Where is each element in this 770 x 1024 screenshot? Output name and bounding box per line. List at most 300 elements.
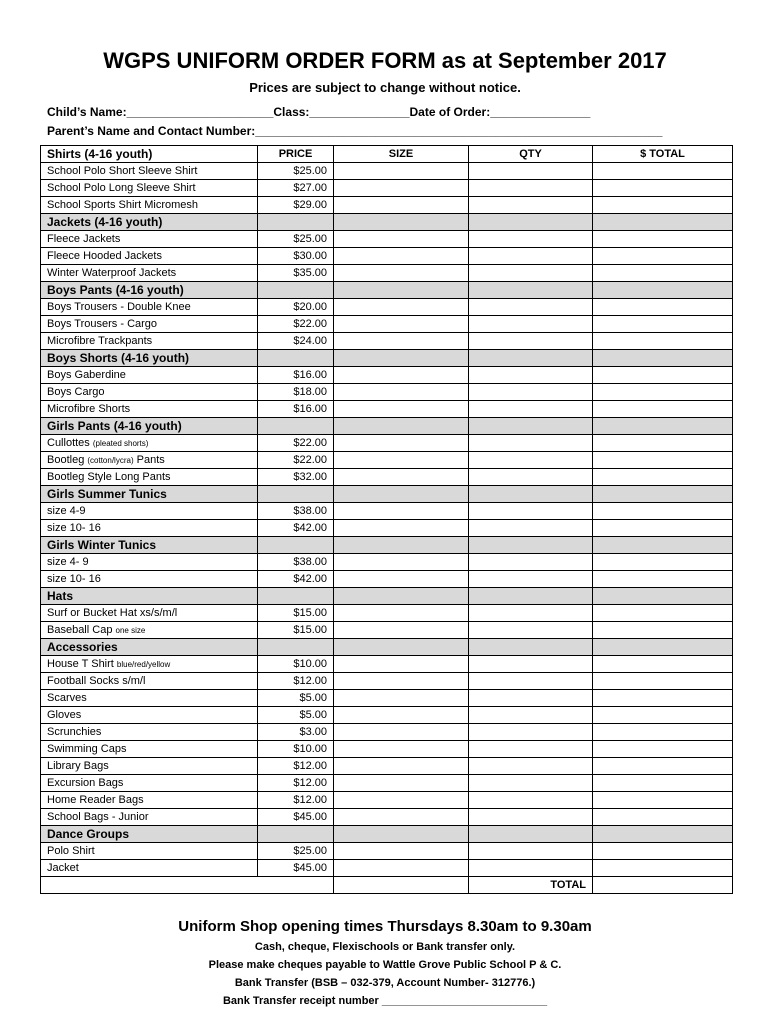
item-name: Baseball Cap [47,623,113,636]
qty-cell[interactable] [469,707,593,724]
section-title: Girls Winter Tunics [41,537,258,554]
section-header-cell [469,486,593,503]
item-name: size 4- 9 [47,555,89,568]
item-price: $42.00 [258,571,334,588]
item-name-cell [41,367,258,384]
size-cell[interactable] [334,197,469,214]
item-price: $15.00 [258,622,334,639]
size-cell[interactable] [334,554,469,571]
table-row [41,452,733,469]
size-cell[interactable] [334,367,469,384]
table-row [41,707,733,724]
section-header-row [41,418,733,435]
form-subtitle: Prices are subject to change without notice. [249,80,521,95]
form-title: WGPS UNIFORM ORDER FORM as at September 2017 [103,48,667,73]
item-name-cell [41,571,258,588]
item-name: Excursion Bags [47,776,124,789]
size-cell[interactable] [334,163,469,180]
item-name-cell [41,469,258,486]
table-row [41,605,733,622]
qty-cell[interactable] [469,401,593,418]
section-header-row [41,486,733,503]
section-header-cell [258,826,334,843]
section-header-cell [334,282,469,299]
item-name-cell [41,265,258,282]
item-name-cell [41,163,258,180]
item-price: $29.00 [258,197,334,214]
item-name-cell [41,860,258,877]
item-price: $25.00 [258,843,334,860]
qty-cell[interactable] [469,724,593,741]
size-cell[interactable] [334,333,469,350]
item-name: Microfibre Trackpants [47,334,153,347]
size-cell[interactable] [334,605,469,622]
item-name-cell [41,333,258,350]
item-price: $16.00 [258,367,334,384]
size-cell[interactable] [334,809,469,826]
item-price: $22.00 [258,316,334,333]
item-name-cell [41,435,258,452]
total-label: TOTAL [469,877,593,894]
item-name-cell [41,741,258,758]
table-row [41,690,733,707]
section-header-cell [593,486,733,503]
section-header-cell [593,537,733,554]
line-total-cell[interactable] [593,503,733,520]
table-row [41,299,733,316]
item-price: $5.00 [258,707,334,724]
line-total-cell[interactable] [593,435,733,452]
child-details-line[interactable]: Child’s Name:______________________Class:_______________Date of Order:_______________ [47,105,591,119]
item-price: $24.00 [258,333,334,350]
section-title: Girls Pants (4-16 youth) [41,418,258,435]
payment-methods-text: Cash, cheque, Flexischools or Bank transfer only. [254,941,516,953]
qty-cell[interactable] [469,860,593,877]
section-title: Jackets (4-16 youth) [41,214,258,231]
line-total-cell[interactable] [593,758,733,775]
column-header-item: Shirts (4-16 youth) [41,146,258,163]
qty-cell[interactable] [469,452,593,469]
item-name: Jacket [47,861,79,874]
item-name: House T Shirt [47,657,114,670]
item-name-cell [41,707,258,724]
size-cell[interactable] [334,401,469,418]
item-name: Swimming Caps [47,742,127,755]
table-row [41,316,733,333]
item-name: School Sports Shirt Micromesh [47,198,198,211]
table-row [41,571,733,588]
qty-cell[interactable] [469,180,593,197]
item-name-cell [41,843,258,860]
qty-cell[interactable] [469,809,593,826]
section-header-cell [258,282,334,299]
section-title: Hats [41,588,258,605]
item-price: $25.00 [258,163,334,180]
table-row [41,401,733,418]
size-cell[interactable] [334,503,469,520]
item-name-cell [41,401,258,418]
item-name: School Polo Long Sleeve Shirt [47,181,196,194]
item-price: $10.00 [258,741,334,758]
section-title: Boys Pants (4-16 youth) [41,282,258,299]
item-price: $45.00 [258,860,334,877]
qty-cell[interactable] [469,605,593,622]
line-total-cell[interactable] [593,860,733,877]
item-name: Scarves [47,691,87,704]
item-name: size 10- 16 [47,572,101,585]
line-total-cell[interactable] [593,333,733,350]
size-cell[interactable] [334,860,469,877]
qty-cell[interactable] [469,503,593,520]
table-row [41,843,733,860]
line-total-cell[interactable] [593,367,733,384]
line-total-cell[interactable] [593,690,733,707]
item-price: $16.00 [258,401,334,418]
size-cell[interactable] [334,316,469,333]
table-row [41,231,733,248]
item-name: School Polo Short Sleeve Shirt [47,164,198,177]
table-row [41,469,733,486]
item-price: $10.00 [258,656,334,673]
item-price: $38.00 [258,554,334,571]
line-total-cell[interactable] [593,248,733,265]
section-header-cell [258,214,334,231]
size-cell[interactable] [334,656,469,673]
item-name: Gloves [47,708,82,721]
item-name-cell [41,554,258,571]
item-price: $22.00 [258,452,334,469]
size-cell[interactable] [334,520,469,537]
table-row [41,775,733,792]
item-name-cell [41,180,258,197]
line-total-cell[interactable] [593,180,733,197]
total-row [41,877,733,894]
section-header-cell [258,350,334,367]
shop-hours-heading: Uniform Shop opening times Thursdays 8.30am to 9.30am [178,918,592,935]
table-row [41,622,733,639]
column-header-qty: QTY [469,146,593,163]
size-cell[interactable] [334,673,469,690]
section-title: Boys Shorts (4-16 youth) [41,350,258,367]
item-name-cell [41,758,258,775]
table-row [41,384,733,401]
item-price: $20.00 [258,299,334,316]
item-name: Bootleg Style Long Pants [47,470,171,483]
item-name: size 4-9 [47,504,86,517]
line-total-cell[interactable] [593,265,733,282]
section-header-cell [258,418,334,435]
item-name: Microfibre Shorts [47,402,131,415]
column-header-size: SIZE [334,146,469,163]
size-cell[interactable] [334,571,469,588]
section-header-row [41,214,733,231]
item-price: $38.00 [258,503,334,520]
qty-cell[interactable] [469,163,593,180]
item-name-cell [41,622,258,639]
section-header-cell [334,826,469,843]
table-row [41,503,733,520]
section-header-cell [593,639,733,656]
parent-contact-line[interactable]: Parent’s Name and Contact Number:_____________________________________________________________ [47,124,663,138]
qty-cell[interactable] [469,469,593,486]
item-name: Bootleg [47,453,85,466]
item-price: $45.00 [258,809,334,826]
item-price: $27.00 [258,180,334,197]
item-name-cell [41,673,258,690]
item-name: Boys Gaberdine [47,368,126,381]
section-header-cell [258,639,334,656]
qty-cell[interactable] [469,673,593,690]
table-row [41,724,733,741]
qty-cell[interactable] [469,792,593,809]
line-total-cell[interactable] [593,469,733,486]
section-header-row [41,350,733,367]
item-name: Home Reader Bags [47,793,144,806]
item-name-cell [41,503,258,520]
table-row [41,520,733,537]
table-row [41,656,733,673]
receipt-number-line[interactable]: Bank Transfer receipt number ___________________________ [222,995,548,1007]
section-header-cell [258,486,334,503]
section-header-cell [593,350,733,367]
grand-total-cell[interactable] [593,877,733,894]
size-cell[interactable] [334,231,469,248]
line-total-cell[interactable] [593,775,733,792]
qty-cell[interactable] [469,758,593,775]
line-total-cell[interactable] [593,299,733,316]
table-row [41,367,733,384]
item-price: $22.00 [258,435,334,452]
table-row [41,673,733,690]
bank-transfer-text: Bank Transfer (BSB – 032-379, Account Number- 312776.) [234,977,536,989]
qty-cell[interactable] [469,554,593,571]
qty-cell[interactable] [469,367,593,384]
qty-cell[interactable] [469,775,593,792]
size-cell[interactable] [334,452,469,469]
item-price: $32.00 [258,469,334,486]
item-price: $18.00 [258,384,334,401]
item-name: size 10- 16 [47,521,101,534]
item-name-cell [41,792,258,809]
item-note: one size [115,625,146,635]
size-cell[interactable] [334,758,469,775]
order-table-body [41,163,733,894]
section-header-cell [469,588,593,605]
item-name-cell [41,384,258,401]
size-cell[interactable] [334,622,469,639]
line-total-cell[interactable] [593,231,733,248]
size-cell[interactable] [334,469,469,486]
section-header-row [41,826,733,843]
column-header-total: $ TOTAL [593,146,733,163]
qty-cell[interactable] [469,265,593,282]
item-price: $12.00 [258,758,334,775]
table-row [41,197,733,214]
section-header-cell [334,418,469,435]
item-name: Winter Waterproof Jackets [47,266,177,279]
item-price: $42.00 [258,520,334,537]
section-header-cell [469,537,593,554]
line-total-cell[interactable] [593,724,733,741]
section-header-cell [334,639,469,656]
line-total-cell[interactable] [593,792,733,809]
table-row [41,435,733,452]
line-total-cell[interactable] [593,520,733,537]
qty-cell[interactable] [469,843,593,860]
table-row [41,758,733,775]
item-name: Library Bags [47,759,109,772]
total-row-blank [334,877,469,894]
qty-cell[interactable] [469,384,593,401]
item-name-cell [41,197,258,214]
section-header-row [41,588,733,605]
item-name: Boys Cargo [47,385,105,398]
size-cell[interactable] [334,792,469,809]
section-header-cell [334,588,469,605]
line-total-cell[interactable] [593,554,733,571]
section-header-row [41,282,733,299]
item-name-cell [41,299,258,316]
item-name-cell [41,690,258,707]
qty-cell[interactable] [469,299,593,316]
item-name: Scrunchies [47,725,102,738]
line-total-cell[interactable] [593,197,733,214]
section-header-cell [593,214,733,231]
section-header-cell [258,537,334,554]
line-total-cell[interactable] [593,673,733,690]
item-name-cell [41,452,258,469]
line-total-cell[interactable] [593,656,733,673]
section-header-cell [469,214,593,231]
cheque-payable-text: Please make cheques payable to Wattle Grove Public School P & C. [208,959,562,971]
order-table [40,145,733,894]
section-header-cell [334,214,469,231]
line-total-cell[interactable] [593,384,733,401]
size-cell[interactable] [334,265,469,282]
size-cell[interactable] [334,248,469,265]
line-total-cell[interactable] [593,707,733,724]
section-header-cell [334,350,469,367]
section-header-cell [334,486,469,503]
line-total-cell[interactable] [593,622,733,639]
line-total-cell[interactable] [593,571,733,588]
qty-cell[interactable] [469,520,593,537]
item-name-cell [41,605,258,622]
item-name: Boys Trousers - Cargo [47,317,158,330]
section-header-cell [258,588,334,605]
table-header-row [41,146,733,163]
section-header-cell [334,537,469,554]
item-name-cell [41,656,258,673]
item-note: blue/red/yellow [116,659,171,669]
item-name: Polo Shirt [47,844,95,857]
line-total-cell[interactable] [593,741,733,758]
section-header-cell [469,350,593,367]
line-total-cell[interactable] [593,401,733,418]
qty-cell[interactable] [469,571,593,588]
column-header-price: PRICE [258,146,334,163]
size-cell[interactable] [334,180,469,197]
size-cell[interactable] [334,299,469,316]
qty-cell[interactable] [469,622,593,639]
item-name-cell [41,520,258,537]
section-title: Accessories [41,639,258,656]
line-total-cell[interactable] [593,605,733,622]
item-name-cell [41,775,258,792]
item-price: $12.00 [258,775,334,792]
qty-cell[interactable] [469,231,593,248]
table-row [41,792,733,809]
size-cell[interactable] [334,741,469,758]
size-cell[interactable] [334,384,469,401]
item-price: $35.00 [258,265,334,282]
qty-cell[interactable] [469,197,593,214]
size-cell[interactable] [334,690,469,707]
size-cell[interactable] [334,775,469,792]
line-total-cell[interactable] [593,163,733,180]
section-header-row [41,639,733,656]
qty-cell[interactable] [469,435,593,452]
line-total-cell[interactable] [593,843,733,860]
section-header-row [41,537,733,554]
item-price: $5.00 [258,690,334,707]
size-cell[interactable] [334,707,469,724]
section-title: Girls Summer Tunics [41,486,258,503]
table-row [41,180,733,197]
size-cell[interactable] [334,435,469,452]
section-header-cell [469,282,593,299]
line-total-cell[interactable] [593,809,733,826]
size-cell[interactable] [334,724,469,741]
qty-cell[interactable] [469,656,593,673]
item-name: Cullottes [47,436,90,449]
section-header-cell [593,588,733,605]
section-header-cell [593,282,733,299]
table-row [41,809,733,826]
qty-cell[interactable] [469,690,593,707]
item-note: (cotton/lycra) [87,455,134,465]
total-row-blank [41,877,334,894]
section-header-cell [469,418,593,435]
qty-cell[interactable] [469,248,593,265]
line-total-cell[interactable] [593,452,733,469]
item-price: $3.00 [258,724,334,741]
item-name: School Bags - Junior [47,810,149,823]
line-total-cell[interactable] [593,316,733,333]
qty-cell[interactable] [469,741,593,758]
item-price: $25.00 [258,231,334,248]
item-name-cell [41,316,258,333]
item-name-cell [41,809,258,826]
item-price: $30.00 [258,248,334,265]
section-header-cell [469,826,593,843]
section-title: Dance Groups [41,826,258,843]
item-name-suffix: Pants [136,453,165,466]
qty-cell[interactable] [469,316,593,333]
item-name: Boys Trousers - Double Knee [47,300,191,313]
qty-cell[interactable] [469,333,593,350]
item-name-cell [41,724,258,741]
table-row [41,860,733,877]
section-header-cell [469,639,593,656]
item-name-cell [41,231,258,248]
section-header-cell [593,826,733,843]
table-row [41,554,733,571]
size-cell[interactable] [334,843,469,860]
item-note: (pleated shorts) [92,438,149,448]
table-row [41,265,733,282]
section-header-cell [593,418,733,435]
